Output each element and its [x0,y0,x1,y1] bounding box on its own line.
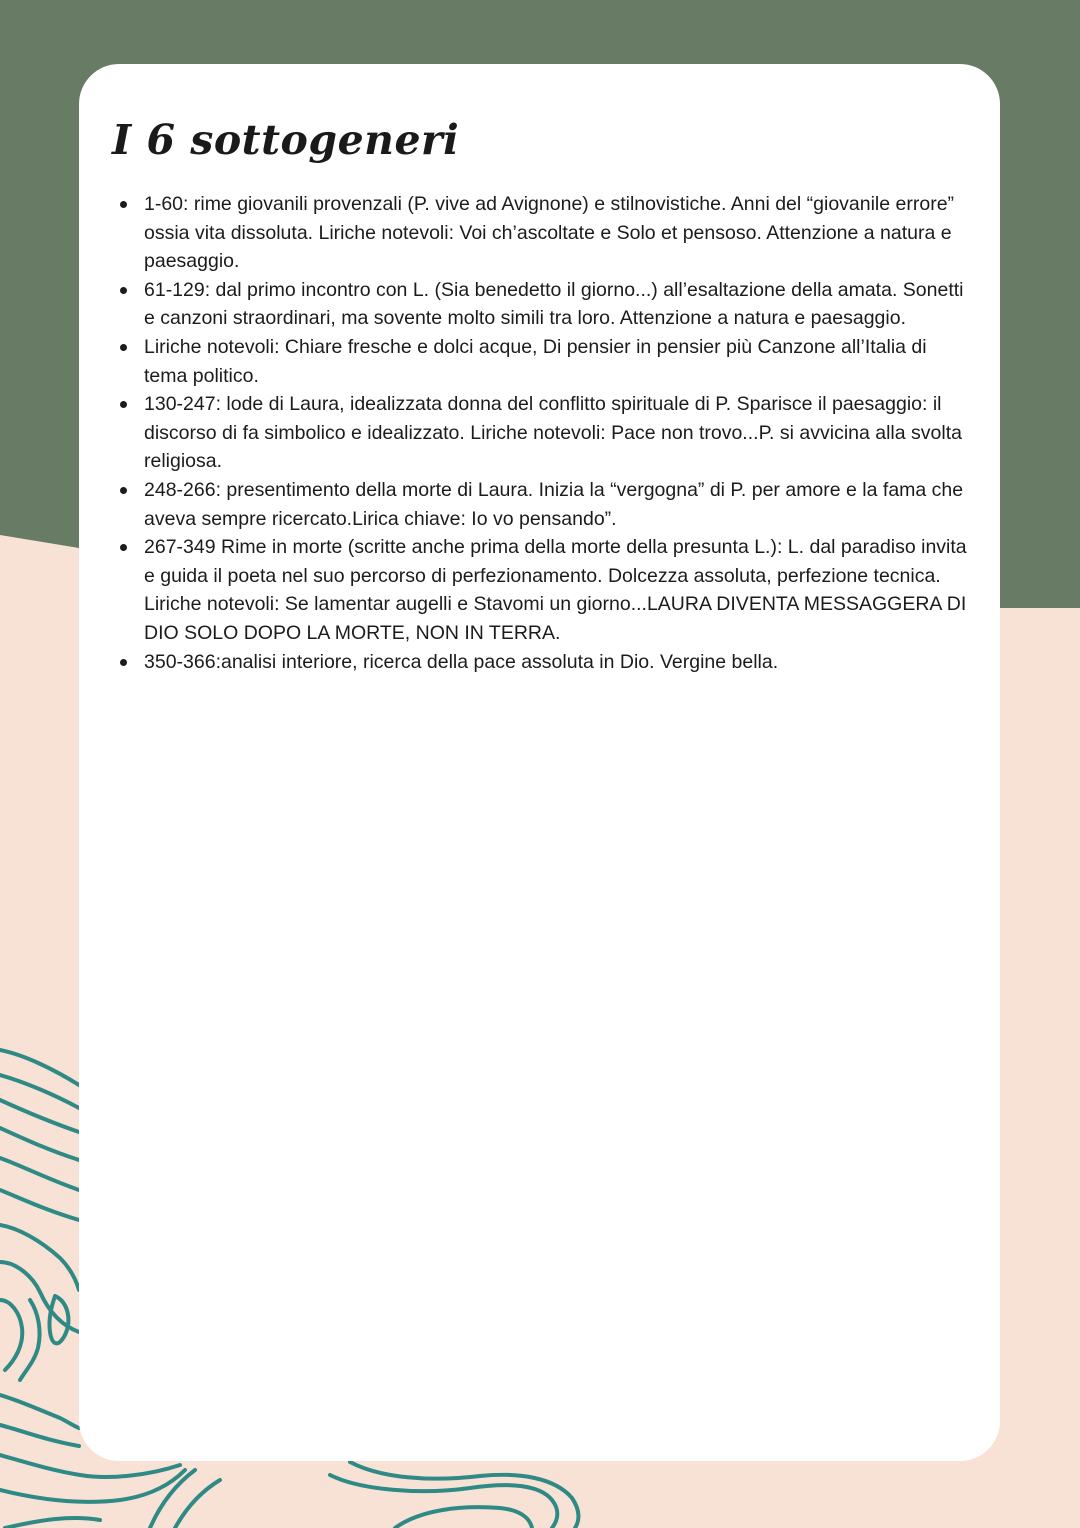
list-item: 350-366:analisi interiore, ricerca della pace assoluta in Dio. Vergine bella. [112,648,970,677]
subgenres-list [112,190,970,676]
page-title: I 6 sottogeneri [112,116,460,164]
list-item: 130-247: lode di Laura, idealizzata donna del conflitto spirituale di P. Sparisce il paesaggio: il discorso di fa simbolico e idealizzato. Liriche notevoli: Pace non trovo...P. si avvicina alla svolta religiosa. [112,390,970,476]
content-card [79,64,1000,1461]
list-item: 267-349 Rime in morte (scritte anche prima della morte della presunta L.): L. dal paradiso invita e guida il poeta nel suo percorso di perfezionamento. Dolcezza assoluta, perfezione tecnica. Liriche notevoli: Se lamentar augelli e Stavomi un giorno...LAURA DIVENTA MESSAGGERA DI DIO SOLO DOPO LA MORTE, NON IN TERRA. [112,533,970,647]
list-item: Liriche notevoli: Chiare fresche e dolci acque, Di pensier in pensier più Canzone all’Italia di tema politico. [112,333,970,390]
list-item: 1-60: rime giovanili provenzali (P. vive ad Avignone) e stilnovistiche. Anni del “giovanile errore” ossia vita dissoluta. Liriche notevoli: Voi ch’ascoltate e Solo et pensoso. Attenzione a natura e paesaggio. [112,190,970,276]
list-item: 248-266: presentimento della morte di Laura. Inizia la “vergogna” di P. per amore e la fama che aveva sempre ricercato.Lirica chiave: Io vo pensando”. [112,476,970,533]
list-item: 61-129: dal primo incontro con L. (Sia benedetto il giorno...) all’esaltazione della amata. Sonetti e canzoni straordinari, ma sovente molto simili tra loro. Attenzione a natura e paesaggio. [112,276,970,333]
